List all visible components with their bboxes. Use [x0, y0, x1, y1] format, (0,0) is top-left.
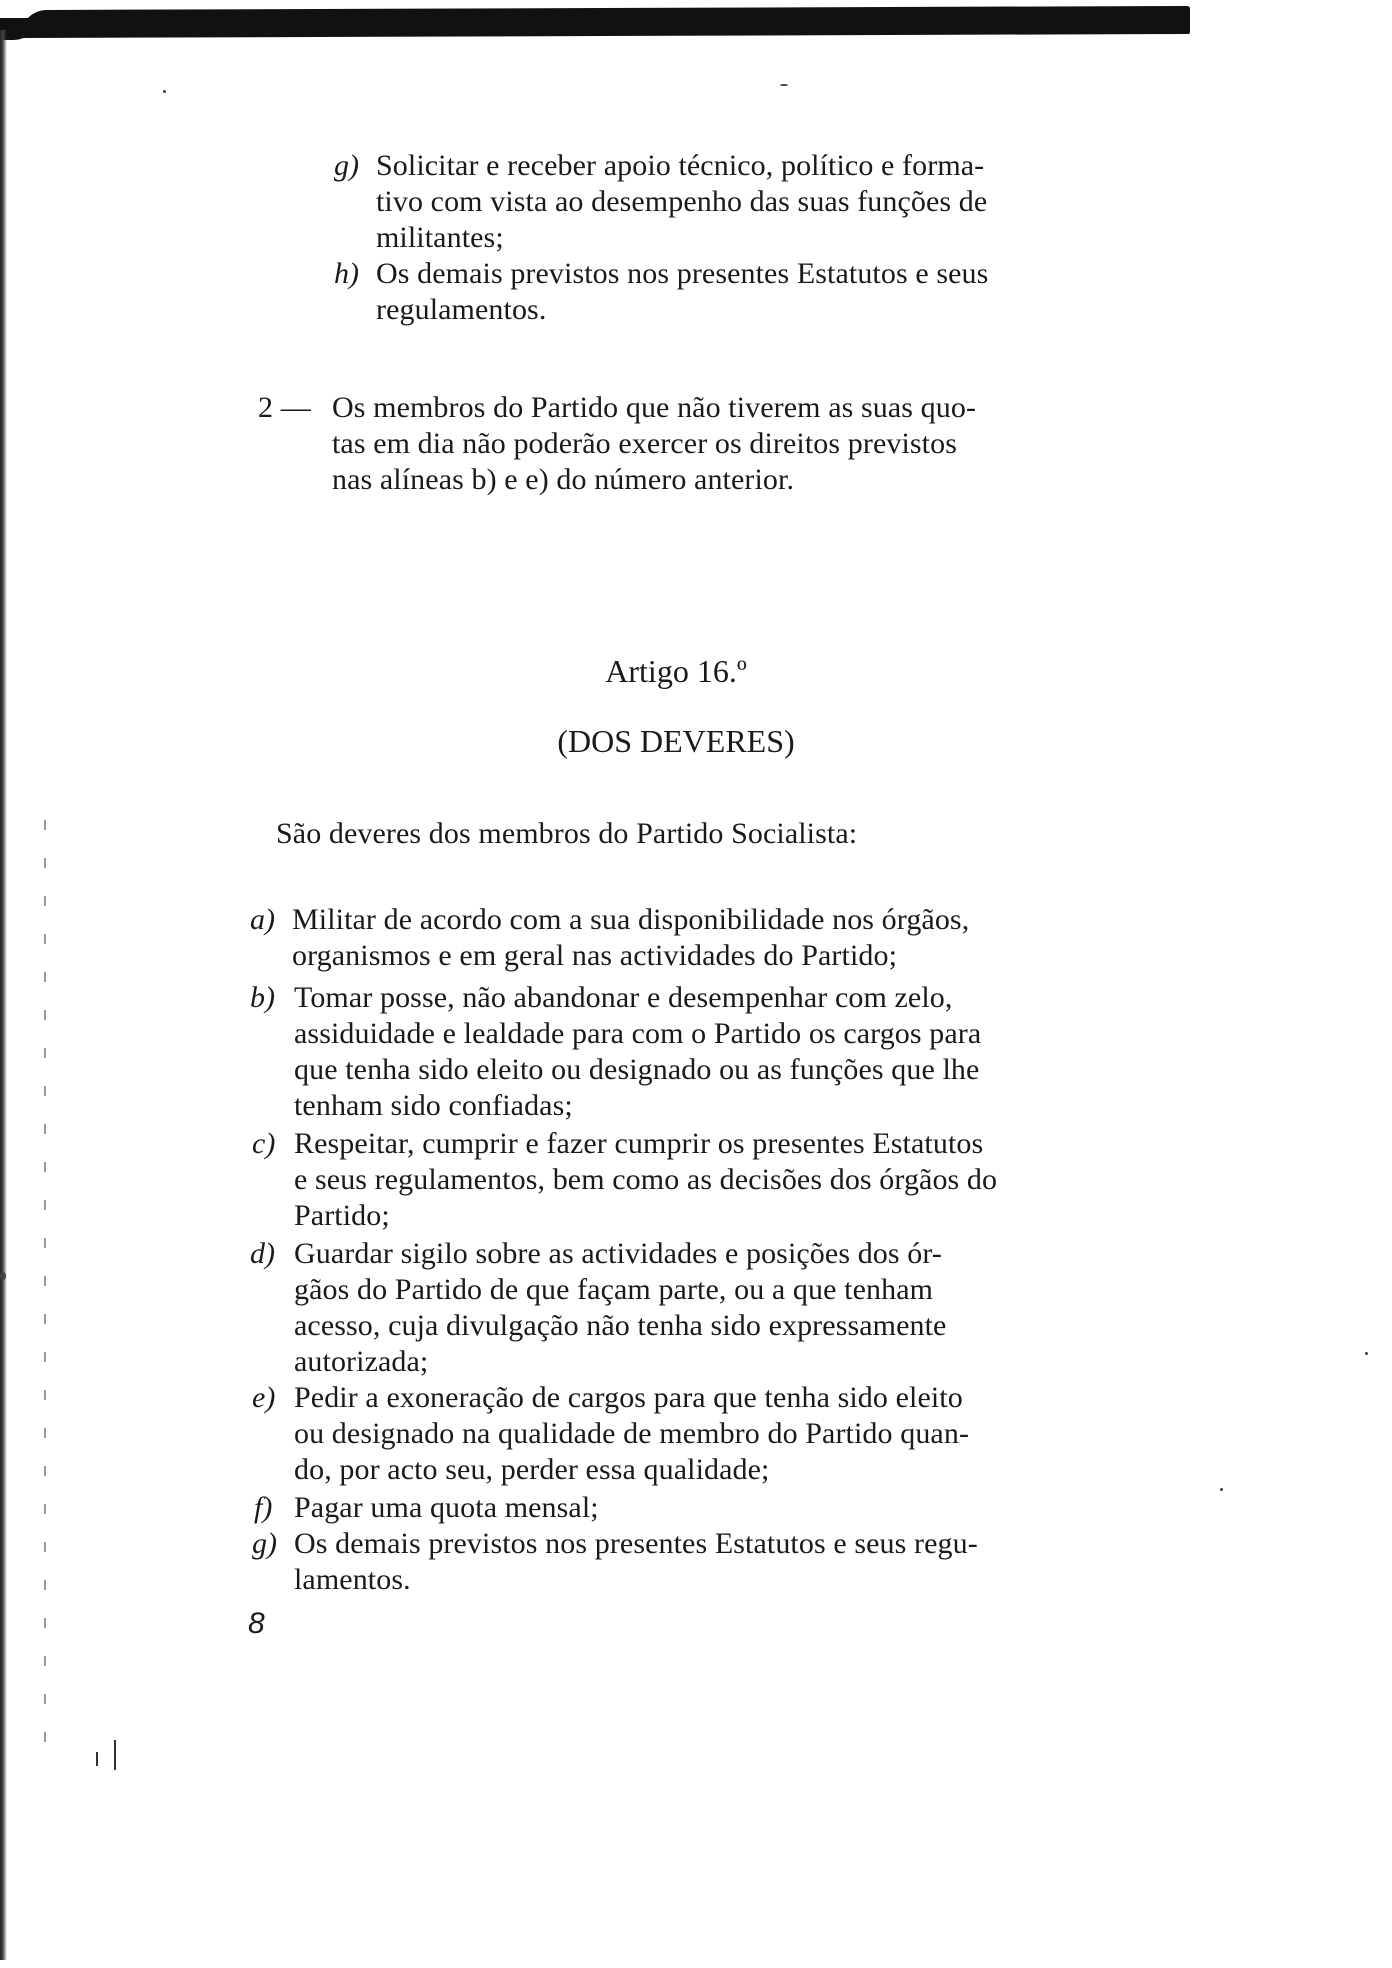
- duty-b-line-2: assiduidade e lealdade para com o Partido os cargos para: [294, 1017, 982, 1050]
- scan-speck: [0, 1272, 6, 1280]
- duty-label-b: b): [250, 981, 275, 1014]
- duty-label-a: a): [250, 903, 275, 936]
- duty-c-line-2: e seus regulamentos, bem como as decisões dos órgãos do: [294, 1163, 998, 1196]
- scan-speck: [1220, 1488, 1223, 1491]
- paragraph-2-line-1: Os membros do Partido que não tiverem as suas quo-: [332, 391, 977, 424]
- item-g-line-2: tivo com vista ao desempenho das suas funções de: [376, 185, 988, 218]
- article-title: Artigo 16.º: [605, 653, 747, 689]
- item-h-line-1: Os demais previstos nos presentes Estatutos e seus: [376, 257, 989, 290]
- duty-label-c: c): [252, 1127, 276, 1160]
- item-h-line-2: regulamentos.: [376, 293, 547, 326]
- item-label-h: h): [334, 257, 359, 290]
- article-subtitle: (DOS DEVERES): [557, 723, 795, 759]
- duty-e-line-2: ou designado na qualidade de membro do Partido quan-: [294, 1417, 970, 1450]
- article-intro: São deveres dos membros do Partido Socialista:: [276, 817, 858, 850]
- scan-tick: [114, 1740, 116, 1770]
- duty-d-line-1: Guardar sigilo sobre as actividades e posições dos ór-: [294, 1237, 942, 1270]
- duty-c-line-3: Partido;: [294, 1199, 390, 1232]
- item-g-line-3: militantes;: [376, 221, 504, 254]
- duty-d-line-2: gãos do Partido de que façam parte, ou a que tenham: [294, 1273, 934, 1306]
- scan-tick: [96, 1752, 98, 1766]
- duty-d-line-3: acesso, cuja divulgação não tenha sido expressamente: [294, 1309, 947, 1342]
- scan-left-dots: [44, 820, 46, 1770]
- paragraph-2-line-2: tas em dia não poderão exercer os direitos previstos: [332, 427, 957, 460]
- duty-b-line-3: que tenha sido eleito ou designado ou as funções que lhe: [294, 1053, 980, 1086]
- duty-g-line-2: lamentos.: [294, 1563, 411, 1596]
- duty-e-line-1: Pedir a exoneração de cargos para que tenha sido eleito: [294, 1381, 963, 1414]
- duty-b-line-4: tenham sido confiadas;: [294, 1089, 573, 1122]
- paragraph-number: 2 —: [258, 391, 311, 424]
- duty-e-line-3: do, por acto seu, perder essa qualidade;: [294, 1453, 770, 1486]
- scan-speck: [163, 90, 166, 93]
- duty-a-line-1: Militar de acordo com a sua disponibilidade nos órgãos,: [292, 903, 970, 936]
- paragraph-2-line-3: nas alíneas b) e e) do número anterior.: [332, 463, 795, 496]
- duty-label-d: d): [250, 1237, 275, 1270]
- duty-c-line-1: Respeitar, cumprir e fazer cumprir os presentes Estatutos: [294, 1127, 984, 1160]
- duty-g-line-1: Os demais previstos nos presentes Estatutos e seus regu-: [294, 1527, 978, 1560]
- duty-label-f: f): [254, 1491, 273, 1524]
- scan-speck: [1365, 1352, 1368, 1355]
- page-number: 8: [248, 1607, 265, 1640]
- duty-a-line-2: organismos e em geral nas actividades do Partido;: [292, 939, 898, 972]
- duty-f-line-1: Pagar uma quota mensal;: [294, 1491, 599, 1524]
- duty-label-g: g): [252, 1527, 277, 1560]
- item-g-line-1: Solicitar e receber apoio técnico, político e forma-: [376, 149, 985, 182]
- scan-left-border: [0, 30, 7, 1960]
- item-label-g: g): [334, 149, 359, 182]
- duty-d-line-4: autorizada;: [294, 1345, 429, 1378]
- scan-top-border: [20, 6, 1190, 38]
- duty-label-e: e): [252, 1381, 276, 1414]
- scan-speck: [780, 84, 788, 86]
- duty-b-line-1: Tomar posse, não abandonar e desempenhar com zelo,: [294, 981, 953, 1014]
